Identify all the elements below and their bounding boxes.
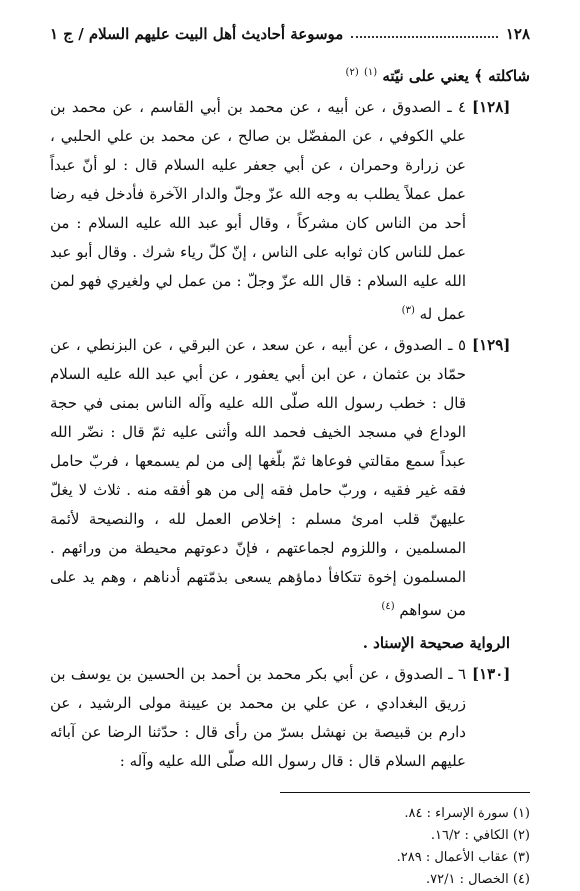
footnotes	[50, 803, 530, 891]
continued-body: شاكلته ﴾ يعني على نيّته	[382, 67, 530, 85]
footnote-item: (٢) الكافي : ١٦/٢.	[430, 828, 530, 843]
hadith-text	[50, 331, 466, 625]
running-header	[50, 22, 530, 46]
hadith-body: ٦ ـ الصدوق ، عن أبي بكر محمد بن أحمد بن الحسين بن يوسف بن زريق البغدادي ، عن علي بن محمد بن عيينة مولى الرشيد ، عن دارم بن قبيصة بن نهشل بسرّ من رأى قال : حدّثنا الرضا عن آبائه عليهم السلام قال : قال رسول الله صلّى الله عليه وآله :	[50, 665, 466, 770]
running-title: موسوعة أحاديث أهل البيت عليهم السلام / ج ١	[50, 25, 344, 43]
footnote-item: (١) سورة الإسراء : ٨٤.	[404, 806, 530, 821]
footnote-item: (٣) عقاب الأعمال : ٢٨٩.	[396, 850, 530, 865]
footnote-ref: (٣)	[401, 305, 415, 316]
hadith-entry	[50, 93, 530, 329]
hadith-number: [١٢٨]	[472, 98, 511, 116]
hadith-number: [١٣٠]	[472, 665, 511, 683]
hadith-text	[50, 660, 466, 776]
footnote-item: (٤) الخصال : ٧٢/١.	[425, 872, 530, 887]
hadith-entry	[50, 331, 530, 625]
footnote-ref: (١)	[363, 67, 378, 78]
continued-text	[50, 58, 530, 91]
header-leader-dots	[351, 36, 497, 38]
footnote-ref: (٤)	[381, 601, 395, 612]
footnote-ref: (٢)	[345, 67, 359, 78]
hadith-entry	[50, 660, 530, 776]
hadith-text	[50, 93, 466, 329]
hadith-body: ٤ ـ الصدوق ، عن أبيه ، عن محمد بن أبي القاسم ، عن محمد بن علي الكوفي ، عن المفضّل بن صالح ، عن محمد بن علي الحلبي ، عن زرارة وحمران ، عن أبي جعفر عليه السلام قال : لو أنّ عبداً عمل عملاً يطلب به وجه الله عزّ وجلّ والدار الآخرة فأدخل فيه رضا أحد من الناس كان مشركاً ، وقال أبو عبد الله عليه السلام : من عمل للناس كان ثوابه على الناس ، إنّ كلّ رياء شرك . وقال أبو عبد الله عليه السلام : قال الله عزّ وجلّ : من عمل لي ولغيري فهو لمن عمل له	[50, 98, 466, 323]
footnote-divider	[280, 792, 530, 793]
hadith-body: ٥ ـ الصدوق ، عن أبيه ، عن سعد ، عن البرقي ، عن البزنطي ، عن حمّاد بن عثمان ، عن ابن أبي يعفور ، عن أبي عبد الله عليه السلام قال : خطب رسول الله صلّى الله عليه وآله الناس بمنى في حجة الوداع في مسجد الخيف فحمد الله وأثنى عليه ثمّ قال : نضّر الله عبداً سمع مقالتي فوعاها ثمّ بلّغها إلى من لم يسمعها ، فربّ حامل فقه غير فقيه ، وربّ حامل فقه إلى من هو أفقه منه . ثلاث لا يغلّ عليهنّ قلب امرئ مسلم : إخلاص العمل لله ، والنصيحة لأئمة المسلمين ، واللزوم لجماعتهم ، فإنّ دعوتهم محيطة من ورائهم . المسلمون إخوة تتكافأ دماؤهم يسعى بذمّتهم أدناهم ، وهم يد على من سواهم	[50, 336, 466, 619]
page-number: ١٢٨	[505, 25, 530, 43]
hadith-number: [١٢٩]	[472, 336, 511, 354]
chain-grading: الرواية صحيحة الإسناد .	[362, 634, 510, 652]
